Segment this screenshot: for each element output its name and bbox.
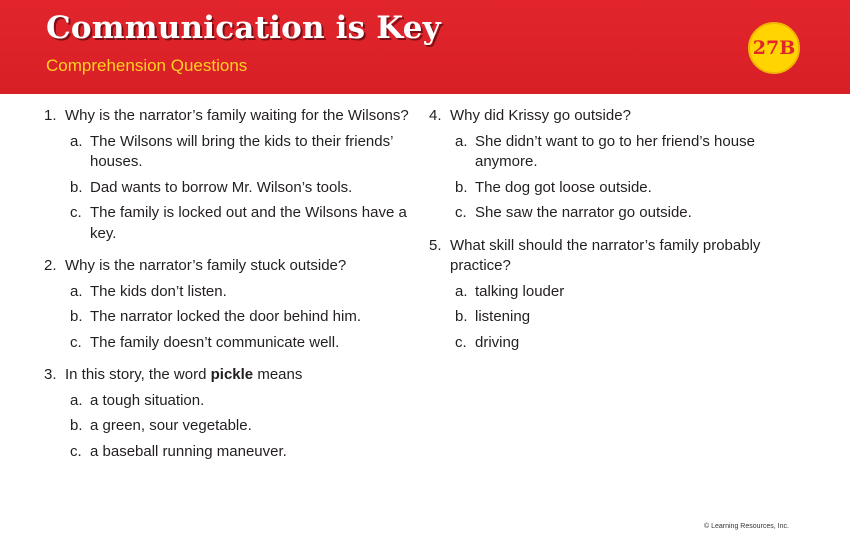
option-text: The dog got loose outside. <box>475 178 652 196</box>
answer-option <box>450 178 809 199</box>
left-column <box>44 106 414 474</box>
option-letter: b. <box>455 308 468 325</box>
option-text: talking louder <box>475 282 565 300</box>
option-text: She didn’t want to go to her friend’s house anymore. <box>475 132 755 170</box>
answer-options <box>450 282 809 354</box>
question-text-after: means <box>253 366 303 383</box>
option-text: The kids don’t listen. <box>90 282 227 300</box>
page-subtitle: Comprehension Questions <box>46 56 248 75</box>
option-letter: c. <box>455 333 467 351</box>
answer-options <box>65 391 414 463</box>
option-letter: c. <box>70 333 82 351</box>
answer-option <box>65 282 414 303</box>
page-title: Communication is Key <box>46 10 441 46</box>
option-text: Dad wants to borrow Mr. Wilson’s tools. <box>90 178 353 196</box>
option-letter: a. <box>70 132 83 150</box>
answer-option <box>65 333 414 354</box>
answer-option <box>450 282 809 303</box>
answer-option <box>65 203 414 244</box>
question-number: 2. <box>44 257 57 274</box>
answer-option <box>65 307 414 328</box>
question-number: 5. <box>429 236 442 254</box>
card-number-badge <box>748 22 800 74</box>
question-text: Why did Krissy go outside? <box>450 107 631 124</box>
option-letter: c. <box>70 442 82 460</box>
option-letter: b. <box>455 178 468 196</box>
question-text: Why is the narrator’s family stuck outside? <box>65 257 347 274</box>
answer-option <box>65 391 414 412</box>
option-text: a tough situation. <box>90 391 205 409</box>
right-column <box>429 106 809 365</box>
option-text: listening <box>475 308 531 325</box>
option-text: a green, sour vegetable. <box>90 417 252 434</box>
option-letter: a. <box>455 282 468 300</box>
question-text <box>65 365 414 386</box>
answer-option <box>450 333 809 354</box>
option-letter: b. <box>70 308 83 325</box>
answer-options <box>65 132 414 245</box>
option-text: She saw the narrator go outside. <box>475 204 692 221</box>
option-letter: a. <box>70 391 83 409</box>
option-letter: c. <box>70 204 82 221</box>
answer-option <box>65 178 414 199</box>
question-4 <box>429 106 809 224</box>
copyright-notice: © Learning Resources, Inc. <box>704 523 789 530</box>
option-text: a baseball running maneuver. <box>90 442 287 460</box>
question-3 <box>44 365 414 462</box>
option-letter: b. <box>70 417 83 434</box>
option-letter: b. <box>70 178 83 196</box>
option-letter: a. <box>70 282 83 300</box>
option-letter: a. <box>455 132 468 150</box>
question-number: 1. <box>44 107 57 124</box>
question-1 <box>44 106 414 244</box>
question-2 <box>44 256 414 353</box>
answer-option <box>65 442 414 463</box>
option-text: The Wilsons will bring the kids to their friends’ houses. <box>90 132 393 170</box>
question-text: Why is the narrator’s family waiting for the Wilsons? <box>65 107 409 124</box>
question-5 <box>429 236 809 354</box>
option-text: The family doesn’t communicate well. <box>90 333 340 351</box>
question-text: What skill should the narrator’s family probably practice? <box>450 236 761 274</box>
answer-option <box>450 132 809 173</box>
question-text-before: In this story, the word <box>65 366 211 383</box>
option-letter: c. <box>455 204 467 221</box>
option-text: driving <box>475 333 520 351</box>
card-number-label: 27B <box>752 37 796 59</box>
header-banner <box>0 0 850 94</box>
answer-options <box>65 282 414 354</box>
answer-option <box>450 307 809 328</box>
question-number: 3. <box>44 366 57 383</box>
answer-option <box>65 132 414 173</box>
option-text: The narrator locked the door behind him. <box>90 308 361 325</box>
answer-option <box>450 203 809 224</box>
option-text: The family is locked out and the Wilsons have a key. <box>90 204 407 242</box>
answer-option <box>65 416 414 437</box>
question-number: 4. <box>429 107 442 124</box>
answer-options <box>450 132 809 224</box>
vocabulary-word: pickle <box>210 366 254 383</box>
